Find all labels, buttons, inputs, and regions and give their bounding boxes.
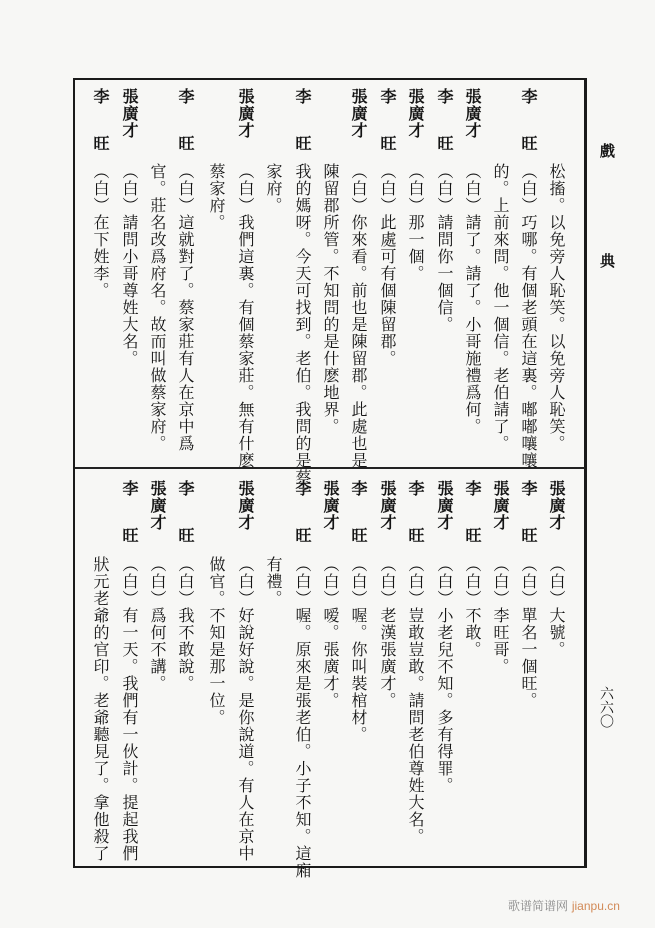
dialogue-line: （白）喔。你叫裝棺材。	[349, 556, 368, 743]
dialogue-line: （白）我不敢說。	[176, 556, 195, 692]
speaker-name: 李旺	[406, 480, 425, 574]
speaker-name: 張廣才	[321, 480, 340, 531]
dialogue-line: （白）嗳。張廣才。	[321, 556, 340, 709]
dialogue-line: 松搐。以免旁人恥笑。以免旁人恥笑。	[547, 163, 566, 452]
dialogue-line: （白）巧哪。有個老頭在這裏。嘟嘟嚷嚷	[519, 163, 538, 469]
dialogue-line: 做官。不知是那一位。	[207, 556, 226, 726]
speaker-name: 李旺	[378, 88, 397, 182]
speaker-name: 李旺	[120, 480, 139, 574]
speaker-name: 李旺	[349, 480, 368, 574]
speaker-name: 李旺	[176, 480, 195, 574]
speaker-name: 張廣才	[406, 88, 425, 139]
dialogue-line: （白）爲何不講。	[148, 556, 167, 692]
dialogue-line: （白）請問小哥尊姓大名。	[120, 163, 139, 367]
dialogue-line: 的。上前來問。他一個信。老伯請了。	[491, 163, 510, 452]
watermark	[508, 897, 620, 914]
dialogue-line: （白）李旺哥。	[491, 556, 510, 675]
dialogue-line: （白）單名一個旺。	[519, 556, 538, 709]
dialogue-line: （白）小老兒不知。多有得罪。	[435, 556, 454, 794]
speaker-name: 張廣才	[547, 480, 566, 531]
speaker-name: 李旺	[519, 480, 538, 574]
register-divider	[75, 467, 585, 469]
speaker-name: 李旺	[463, 480, 482, 574]
dialogue-line: （白）喔。原來是張老伯。小子不知。這廂	[293, 556, 312, 879]
watermark-site-name: 歌谱简谱网	[508, 899, 569, 913]
page-number: 六六〇	[598, 686, 614, 728]
dialogue-line: （白）老漢張廣才。	[378, 556, 397, 709]
dialogue-line: 狀元老爺的官印。老爺聽見了。拿他殺了	[91, 556, 110, 862]
watermark-url: jianpu.cn	[571, 899, 620, 913]
dialogue-line: （白）不敢。	[463, 556, 482, 658]
dialogue-line: 有禮。	[264, 556, 283, 607]
speaker-name: 張廣才	[236, 88, 255, 139]
dialogue-line: 陳留郡所管。不知問的是什麽地界。	[321, 163, 340, 435]
speaker-name: 張廣才	[148, 480, 167, 531]
speaker-name: 張廣才	[120, 88, 139, 139]
dialogue-line: 官。莊名改爲府名。故而叫做蔡家府。	[148, 163, 167, 452]
dialogue-line: 蔡家府。	[207, 163, 226, 231]
dialogue-line: （白）豈敢豈敢。請問老伯尊姓大名。	[406, 556, 425, 845]
dialogue-line: （白）這就對了。蔡家莊有人在京中爲	[176, 163, 195, 452]
book-title-char-2: 典	[598, 253, 616, 268]
speaker-name: 張廣才	[491, 480, 510, 531]
speaker-name: 李旺	[293, 480, 312, 574]
dialogue-line: （白）你來看。前也是陳留郡。此處也是	[349, 163, 368, 469]
speaker-name: 李旺	[293, 88, 312, 182]
speaker-name: 張廣才	[463, 88, 482, 139]
dialogue-line: （白）在下姓李。	[91, 163, 110, 299]
book-title-char-1: 戲	[598, 143, 616, 158]
speaker-name: 李旺	[519, 88, 538, 182]
dialogue-line: （白）我們這裏。有個蔡家莊。無有什麽	[236, 163, 255, 469]
speaker-name: 張廣才	[349, 88, 368, 139]
speaker-name: 李旺	[435, 88, 454, 182]
dialogue-line: （白）大號。	[547, 556, 566, 658]
dialogue-line: （白）此處可有個陳留郡。	[378, 163, 397, 367]
dialogue-line: （白）請問你一個信。	[435, 163, 454, 333]
dialogue-line: 家府。	[264, 163, 283, 214]
speaker-name: 張廣才	[378, 480, 397, 531]
speaker-name: 張廣才	[236, 480, 255, 531]
speaker-name: 李旺	[91, 88, 110, 182]
dialogue-line: （白）請了。請了。小哥施禮爲何。	[463, 163, 482, 435]
dialogue-line: 我的媽呀。今天可找到。老伯。我問的是蔡	[293, 163, 312, 486]
speaker-name: 李旺	[176, 88, 195, 182]
speaker-name: 張廣才	[435, 480, 454, 531]
dialogue-line: （白）有一天。我們有一伙計。提起我們	[120, 556, 139, 862]
dialogue-line: （白）那一個。	[406, 163, 425, 282]
dialogue-line: （白）好說好說。是你說道。有人在京中	[236, 556, 255, 862]
